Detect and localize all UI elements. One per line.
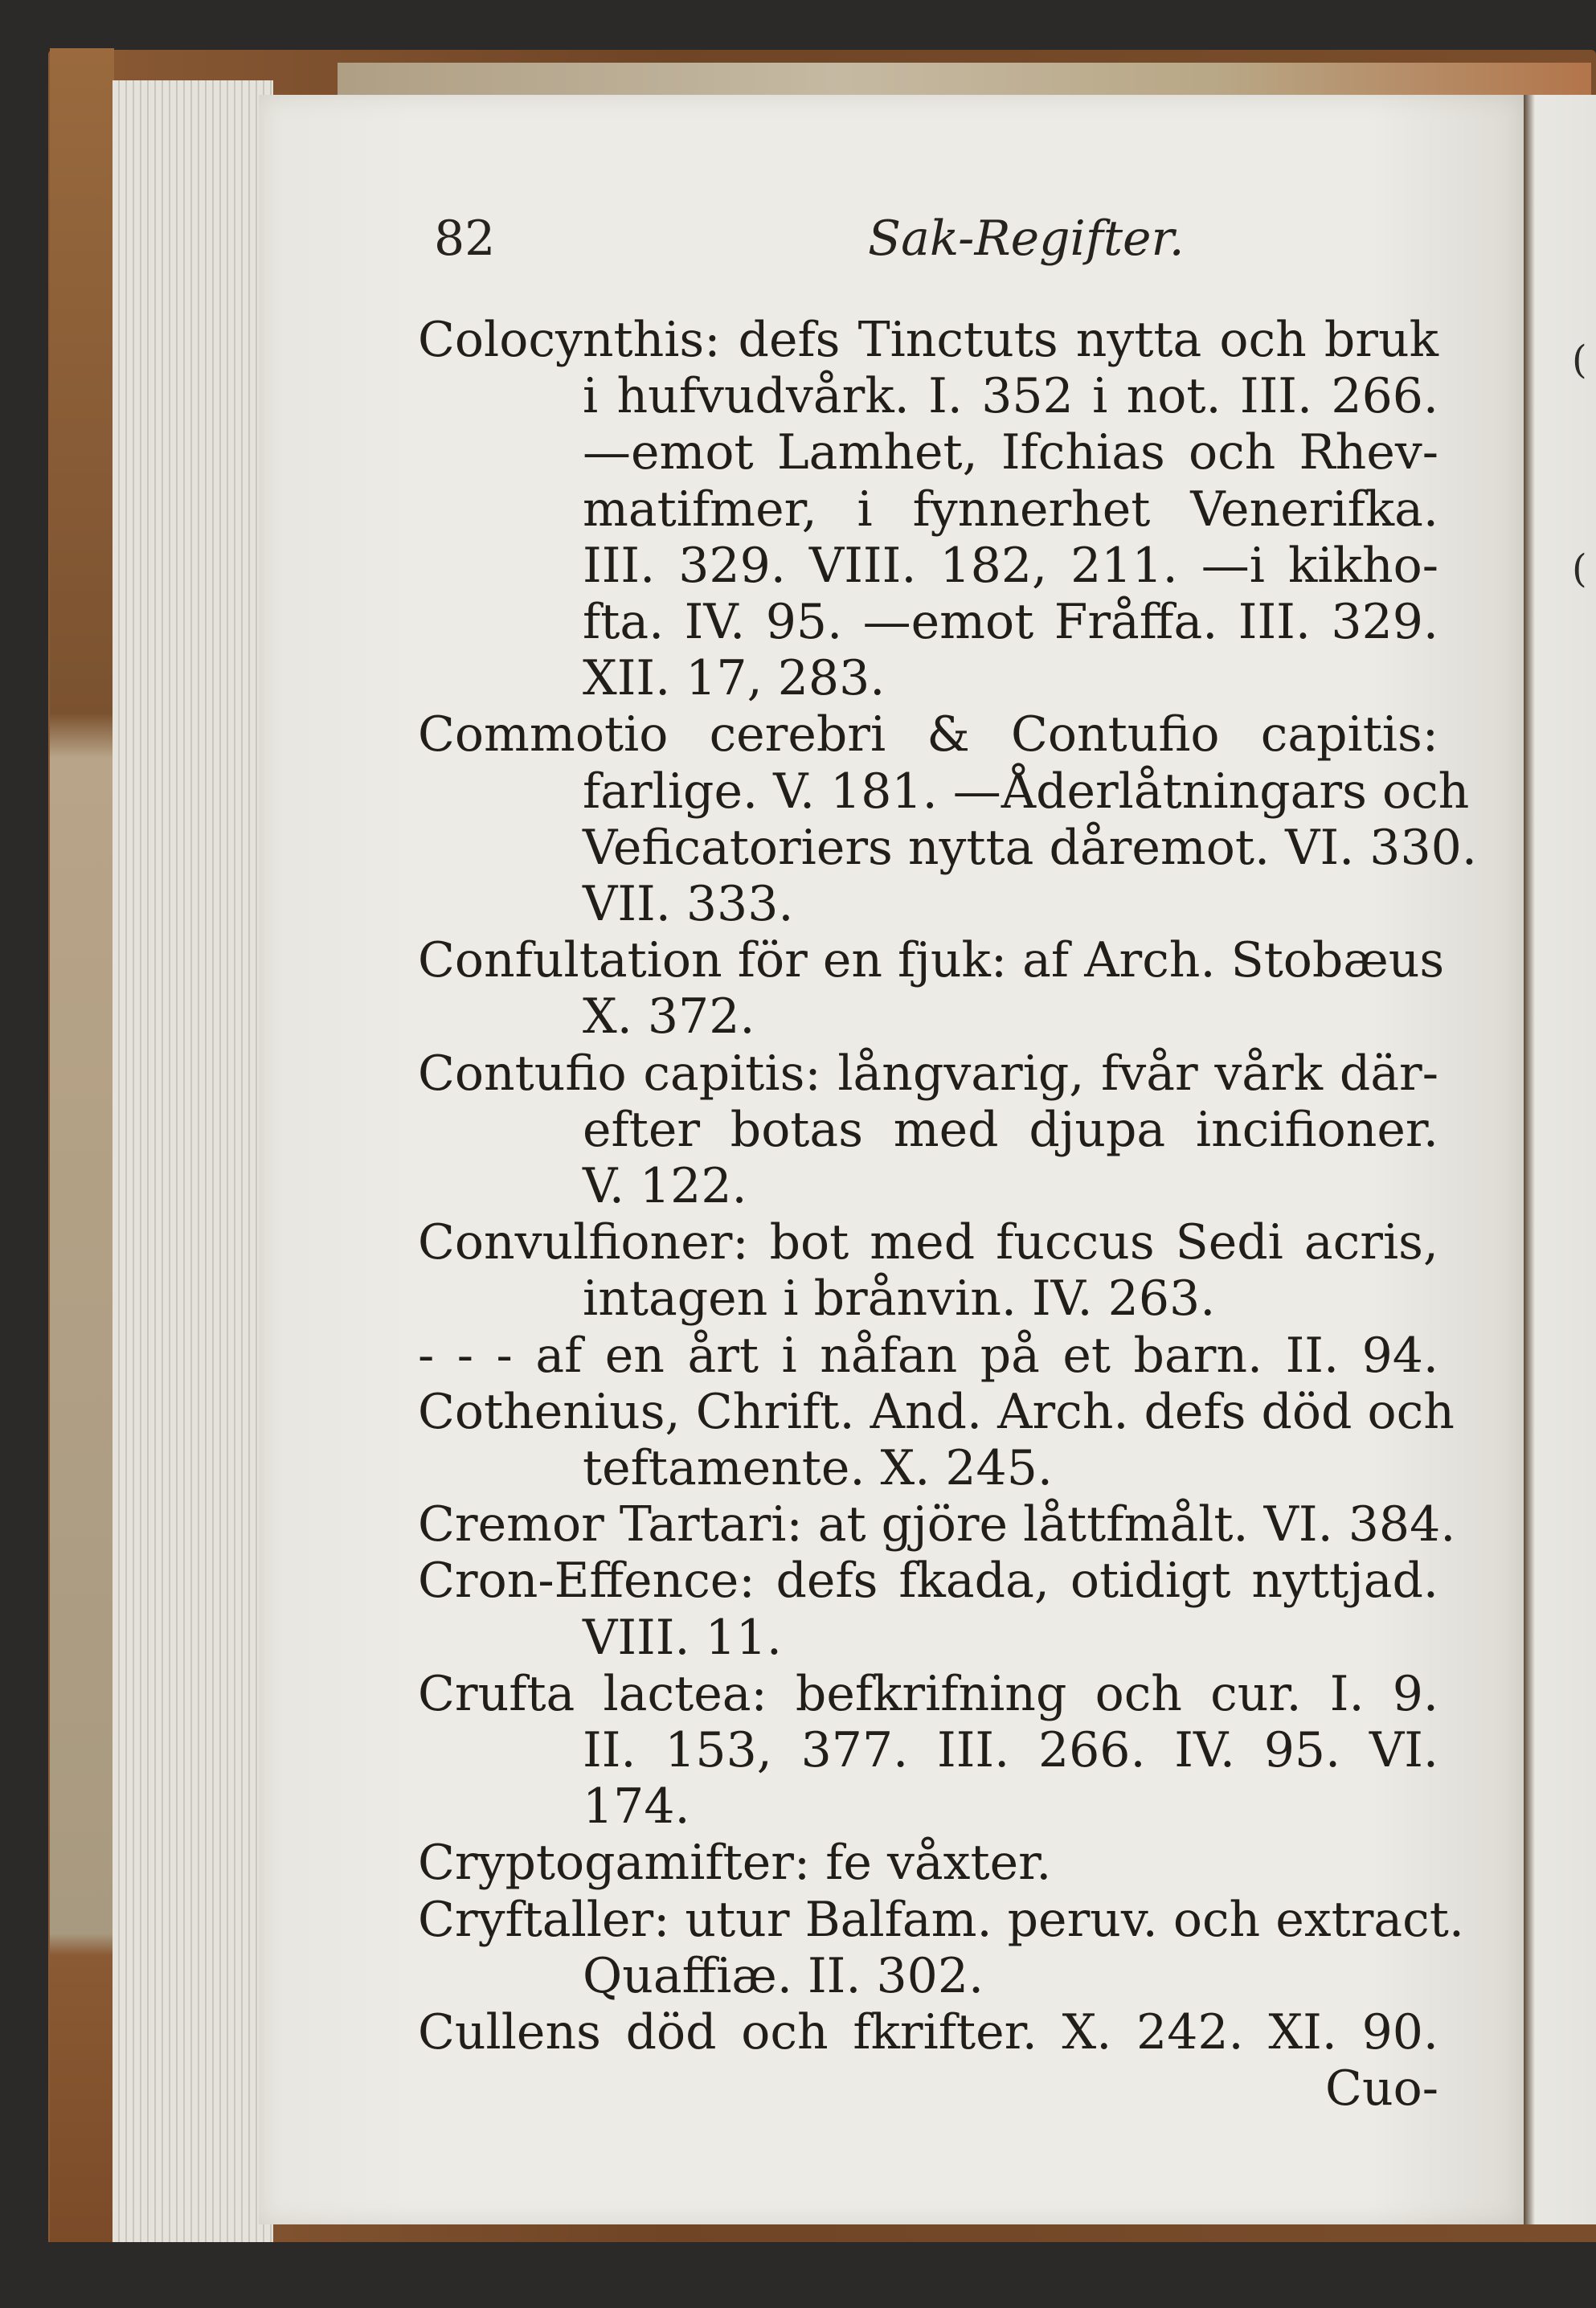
entry-line: X. 372. — [583, 988, 755, 1046]
entry-line: matifmer, i fynnerhet Venerifka. — [583, 481, 1438, 538]
entry-headline: Cothenius, Chrift. And. Arch. defs död och — [418, 1383, 1455, 1440]
entry-line: XII. 17, 283. — [583, 650, 886, 707]
entry-headline: Cryptogamifter: fe våxter. — [418, 1835, 1052, 1892]
entry-headline: Crufta lactea: befkrifning och cur. I. 9. — [418, 1665, 1438, 1722]
index-entry — [418, 1383, 1455, 1497]
index-entry — [418, 932, 1445, 1046]
index-entry — [418, 312, 1438, 706]
entry-headline: Cryftaller: utur Balfam. peruv. och extract. — [418, 1891, 1464, 1948]
entry-headline: Cremor Tartari: at gjöre låttfmålt. VI. 384. — [418, 1496, 1456, 1553]
entry-headline: Contufio capitis: långvarig, fvår vårk där- — [418, 1045, 1438, 1102]
index-entry — [418, 706, 1477, 933]
facing-page-glyph: ( — [1572, 546, 1587, 591]
entry-line: teftamente. X. 245. — [583, 1440, 1053, 1497]
index-entry — [418, 1835, 1438, 1891]
entry-headline: Confultation för en fjuk: af Arch. Stobæus — [418, 932, 1445, 989]
index-entry — [418, 1496, 1456, 1553]
entry-line: fta. IV. 95. —emot Fråffa. III. 329. — [583, 594, 1438, 651]
entry-line: i hufvudvårk. I. 352 i not. III. 266. — [583, 368, 1438, 425]
entry-subline: - - - af en årt i nåfan på et barn. II. 94. — [418, 1327, 1438, 1384]
entry-headline: Cullens död och fkrifter. X. 242. XI. 90. — [418, 2004, 1438, 2061]
entry-line: III. 329. VIII. 182, 211. —i kikho- — [583, 537, 1438, 594]
entry-line: —emot Lamhet, Ifchias och Rhev- — [583, 424, 1438, 481]
page-edges — [113, 80, 273, 2250]
facing-page-edge — [1524, 95, 1596, 2224]
running-head: Sak-Regifter. — [868, 211, 1185, 267]
entry-line: V. 122. — [583, 1158, 747, 1215]
entry-line: VII. 333. — [583, 876, 794, 933]
index-entry — [418, 1891, 1464, 2004]
entry-headline: Cron-Effence: defs fkada, otidigt nyttjad. — [418, 1553, 1438, 1610]
index-entry — [418, 1553, 1438, 1665]
catchword: Cuo- — [1325, 2060, 1438, 2118]
index-entry — [418, 1666, 1438, 1835]
entry-line: Veficatoriers nytta dåremot. VI. 330. — [583, 819, 1477, 876]
entry-line: 174. — [583, 1778, 690, 1835]
entry-line: II. 153, 377. III. 266. IV. 95. VI. — [583, 1722, 1438, 1779]
entry-headline: Commotio cerebri & Contufio capitis: — [418, 706, 1438, 763]
facing-page-glyph: ( — [1572, 338, 1587, 383]
entry-line: intagen i brånvin. IV. 263. — [583, 1271, 1216, 1328]
entry-line: Quaffiæ. II. 302. — [583, 1947, 984, 2004]
page-number: 82 — [434, 211, 496, 267]
book-spine — [50, 48, 114, 2266]
index-entry — [418, 1214, 1438, 1384]
entry-headline: Colocynthis: defs Tinctuts nytta och bruk — [418, 312, 1438, 368]
index-entry — [418, 1046, 1438, 1215]
index-entry — [418, 2004, 1438, 2060]
scan-bottom-border — [48, 2242, 1596, 2308]
entry-headline: Convulfioner: bot med fuccus Sedi acris, — [418, 1214, 1438, 1271]
index-entries — [418, 312, 1477, 2118]
entry-line: farlige. V. 181. —Åderlåtningars och — [583, 763, 1470, 820]
entry-line: VIII. 11. — [583, 1609, 782, 1666]
entry-line: efter botas med djupa incifioner. — [583, 1101, 1438, 1158]
